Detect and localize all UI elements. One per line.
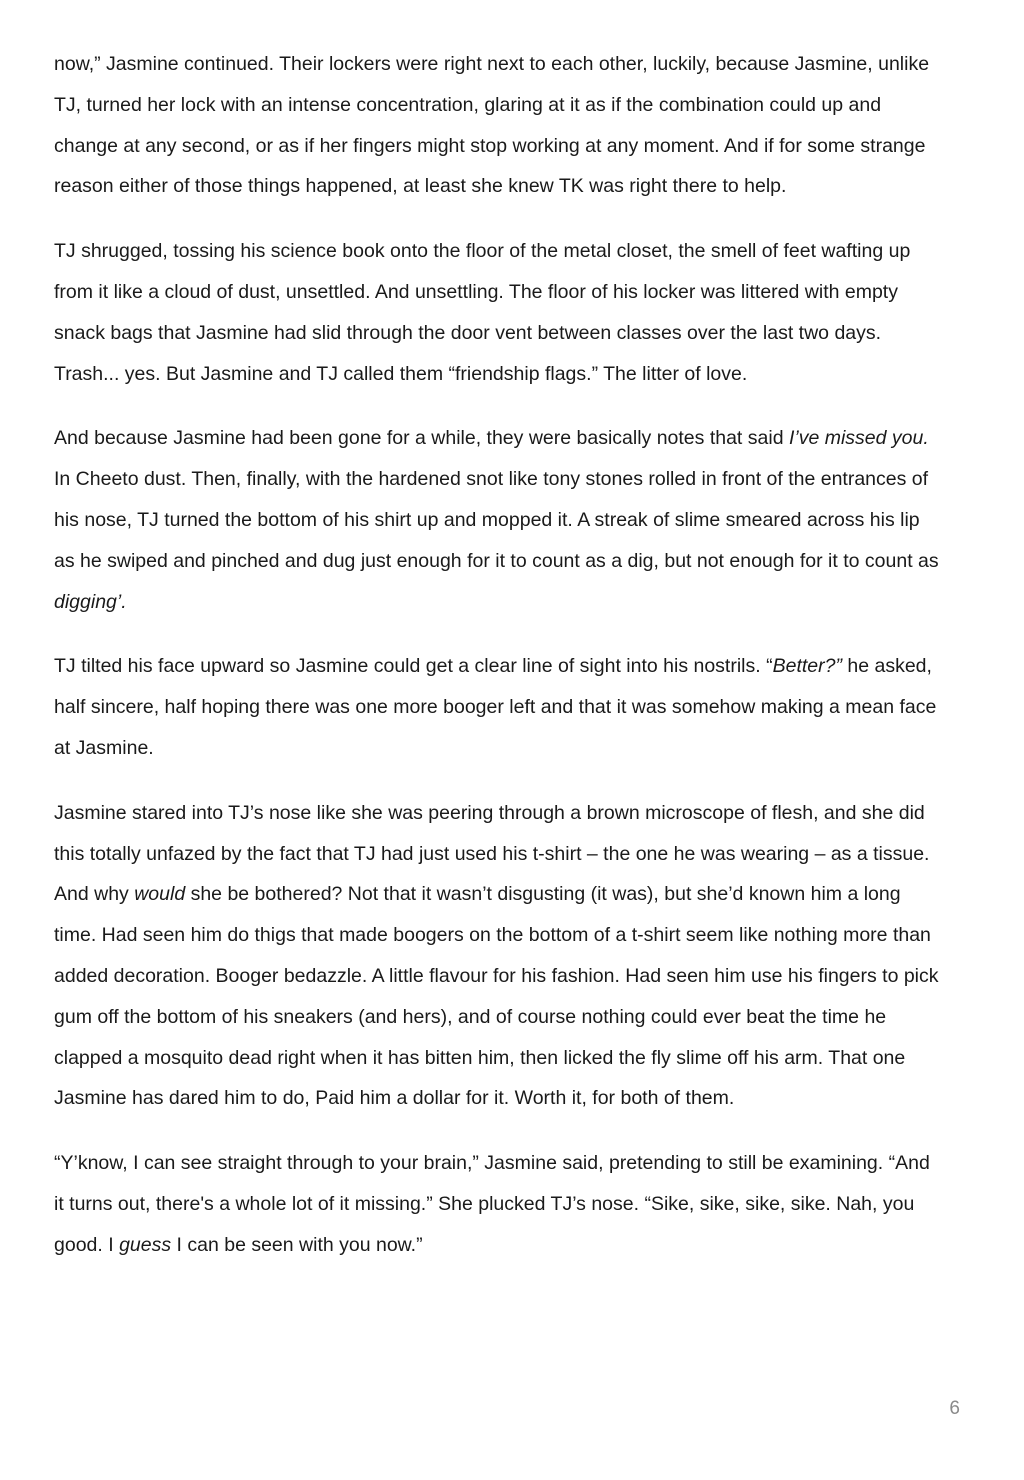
document-page bbox=[54, 44, 944, 1290]
italic-text: I’ve missed you. bbox=[788, 427, 929, 450]
paragraph-4 bbox=[54, 646, 944, 768]
paragraph-text: Jasmine stared into TJ’s nose like she was peering through a brown microscope of flesh, and she did this totally unfazed by the fact that TJ had just used his t-shirt – the one he was wearing – as a tissue. And why bbox=[54, 801, 930, 906]
italic-text: Better?” bbox=[772, 655, 842, 678]
paragraph-2 bbox=[54, 231, 944, 394]
paragraph-text: And because Jasmine had been gone for a while, they were basically notes that said bbox=[54, 427, 789, 450]
italic-text: would bbox=[134, 883, 186, 906]
paragraph-text: “Y’know, I can see straight through to your brain,” Jasmine said, pretending to still be examining. “And it turns out, there's a whole lot of it missing.” She plucked TJ’s nose. “Sike, sike, sike, sike. Nah, you good. I bbox=[54, 1152, 930, 1256]
page-number: 6 bbox=[949, 1398, 960, 1419]
paragraph-text: she be bothered? Not that it wasn’t disgusting (it was), but she’d known him a long time. Had seen him do thigs that made boogers on the bottom of a t-shirt seem like nothing more than added decoration. Booger bedazzle. A little flavour for his fashion. Had seen him use his fingers to pick gum off the bottom of his sneakers (and hers), and of course nothing could ever beat the time he clapped a mosquito dead right when it has bitten him, then licked the fly slime off his arm. That one Jasmine has dared him to do, Paid him a dollar for it. Worth it, for both of them. bbox=[54, 883, 939, 1110]
italic-text: digging’. bbox=[54, 590, 127, 613]
paragraph-1 bbox=[54, 44, 944, 207]
paragraph-text: TJ tilted his face upward so Jasmine could get a clear line of sight into his nostrils. “ bbox=[54, 655, 773, 678]
paragraph-text: I can be seen with you now.” bbox=[171, 1233, 423, 1256]
paragraph-text: TJ shrugged, tossing his science book onto the floor of the metal closet, the smell of feet wafting up from it like a cloud of dust, unsettled. And unsettling. The floor of his locker was littered with empty snack bags that Jasmine had slid through the door vent between classes over the last two days. Trash... yes. But Jasmine and TJ called them “friendship flags.” The litter of love. bbox=[54, 240, 911, 385]
paragraph-text: In Cheeto dust. Then, finally, with the hardened snot like tony stones rolled in front of the entrances of his nose, TJ turned the bottom of his shirt up and mopped it. A streak of slime smeared across his lip as he swiped and pinched and dug just enough for it to count as a dig, but not enough for it to count as bbox=[54, 468, 939, 572]
paragraph-5 bbox=[54, 793, 944, 1119]
paragraph-3 bbox=[54, 418, 944, 622]
paragraph-text: now,” Jasmine continued. Their lockers were right next to each other, luckily, because Jasmine, unlike TJ, turned her lock with an intense concentration, glaring at it as if the combination could up and change at any second, or as if her fingers might stop working at any moment. And if for some strange reason either of those things happened, at least she knew TK was right there to help. bbox=[54, 53, 930, 198]
paragraph-text: he asked, half sincere, half hoping there was one more booger left and that it was somehow making a mean face at Jasmine. bbox=[54, 655, 937, 759]
italic-text: guess bbox=[119, 1233, 172, 1256]
paragraph-6 bbox=[54, 1143, 944, 1265]
